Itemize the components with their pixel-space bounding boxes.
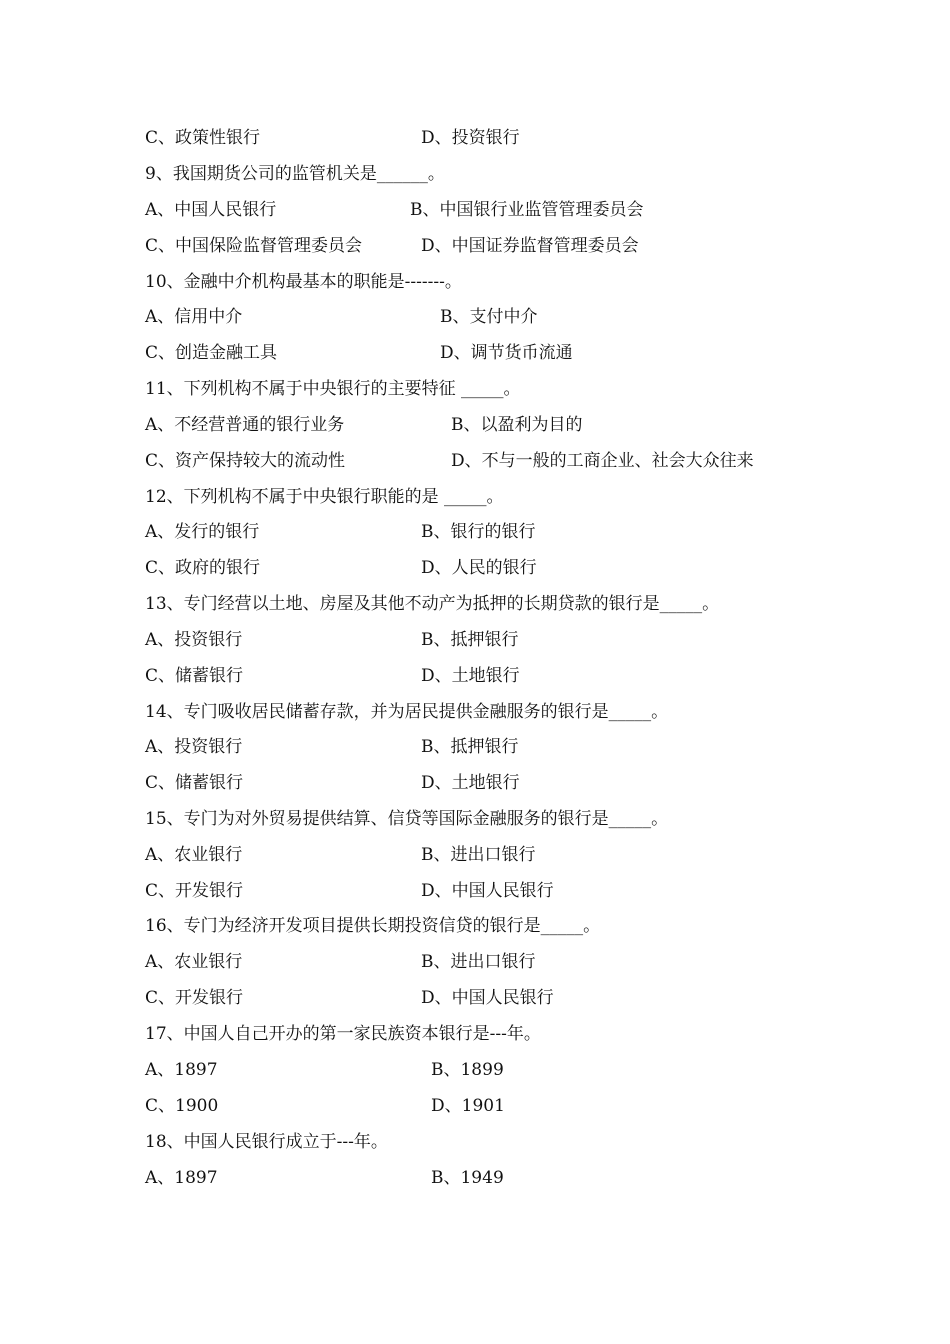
- option-text: C、1900: [145, 1096, 219, 1116]
- option-text: B、1899: [431, 1060, 504, 1080]
- option-text: A、中国人民银行: [145, 200, 277, 220]
- option-text: D、1901: [431, 1096, 505, 1116]
- option-text: B、银行的银行: [421, 522, 536, 542]
- option-text: D、中国人民银行: [421, 881, 554, 901]
- question-line: 17、中国人自己开办的第一家民族资本银行是---年。: [145, 1024, 541, 1044]
- option-text: D、不与一般的工商企业、社会大众往来: [451, 451, 754, 471]
- option-text: C、储蓄银行: [145, 666, 244, 686]
- option-text: D、土地银行: [421, 773, 520, 793]
- question-line: 14、专门吸收居民储蓄存款，并为居民提供金融服务的银行是_____。: [145, 702, 669, 722]
- option-text: C、开发银行: [145, 881, 244, 901]
- option-text: C、资产保持较大的流动性: [145, 451, 346, 471]
- option-text: B、支付中介: [440, 307, 538, 327]
- option-text: D、中国证券监督管理委员会: [421, 236, 639, 256]
- option-text: B、以盈利为目的: [451, 415, 583, 435]
- option-text: B、抵押银行: [421, 737, 519, 757]
- option-text: C、储蓄银行: [145, 773, 244, 793]
- option-text: D、人民的银行: [421, 558, 537, 578]
- option-text: B、中国银行业监管管理委员会: [410, 200, 644, 220]
- option-text: C、开发银行: [145, 988, 244, 1008]
- option-text: B、抵押银行: [421, 630, 519, 650]
- question-line: 15、专门为对外贸易提供结算、信贷等国际金融服务的银行是_____。: [145, 809, 669, 829]
- option-text: C、创造金融工具: [145, 343, 278, 363]
- question-line: 11、下列机构不属于中央银行的主要特征 _____。: [145, 379, 521, 399]
- option-text: C、政府的银行: [145, 558, 261, 578]
- option-text: A、1897: [145, 1060, 218, 1080]
- question-line: 12、下列机构不属于中央银行职能的是 _____。: [145, 487, 504, 507]
- option-text: A、发行的银行: [145, 522, 260, 542]
- option-text: A、投资银行: [145, 630, 243, 650]
- option-text: A、1897: [145, 1168, 218, 1188]
- option-text: B、进出口银行: [421, 952, 536, 972]
- question-line: 18、中国人民银行成立于---年。: [145, 1132, 388, 1152]
- option-text: A、农业银行: [145, 845, 243, 865]
- option-text: D、土地银行: [421, 666, 520, 686]
- option-text: A、不经营普通的银行业务: [145, 415, 345, 435]
- question-line: 10、金融中介机构最基本的职能是-------。: [145, 272, 462, 292]
- option-text: B、1949: [431, 1168, 504, 1188]
- question-line: 9、我国期货公司的监管机关是______。: [145, 164, 445, 184]
- option-text: A、投资银行: [145, 737, 243, 757]
- question-line: 13、专门经营以土地、房屋及其他不动产为抵押的长期贷款的银行是_____。: [145, 594, 720, 614]
- option-text: B、进出口银行: [421, 845, 536, 865]
- option-text: A、信用中介: [145, 307, 243, 327]
- option-text: A、农业银行: [145, 952, 243, 972]
- option-text: D、中国人民银行: [421, 988, 554, 1008]
- option-text: C、政策性银行: [145, 128, 261, 148]
- question-line: 16、专门为经济开发项目提供长期投资信贷的银行是_____。: [145, 916, 601, 936]
- option-text: C、中国保险监督管理委员会: [145, 236, 363, 256]
- option-text: D、投资银行: [421, 128, 520, 148]
- option-text: D、调节货币流通: [440, 343, 573, 363]
